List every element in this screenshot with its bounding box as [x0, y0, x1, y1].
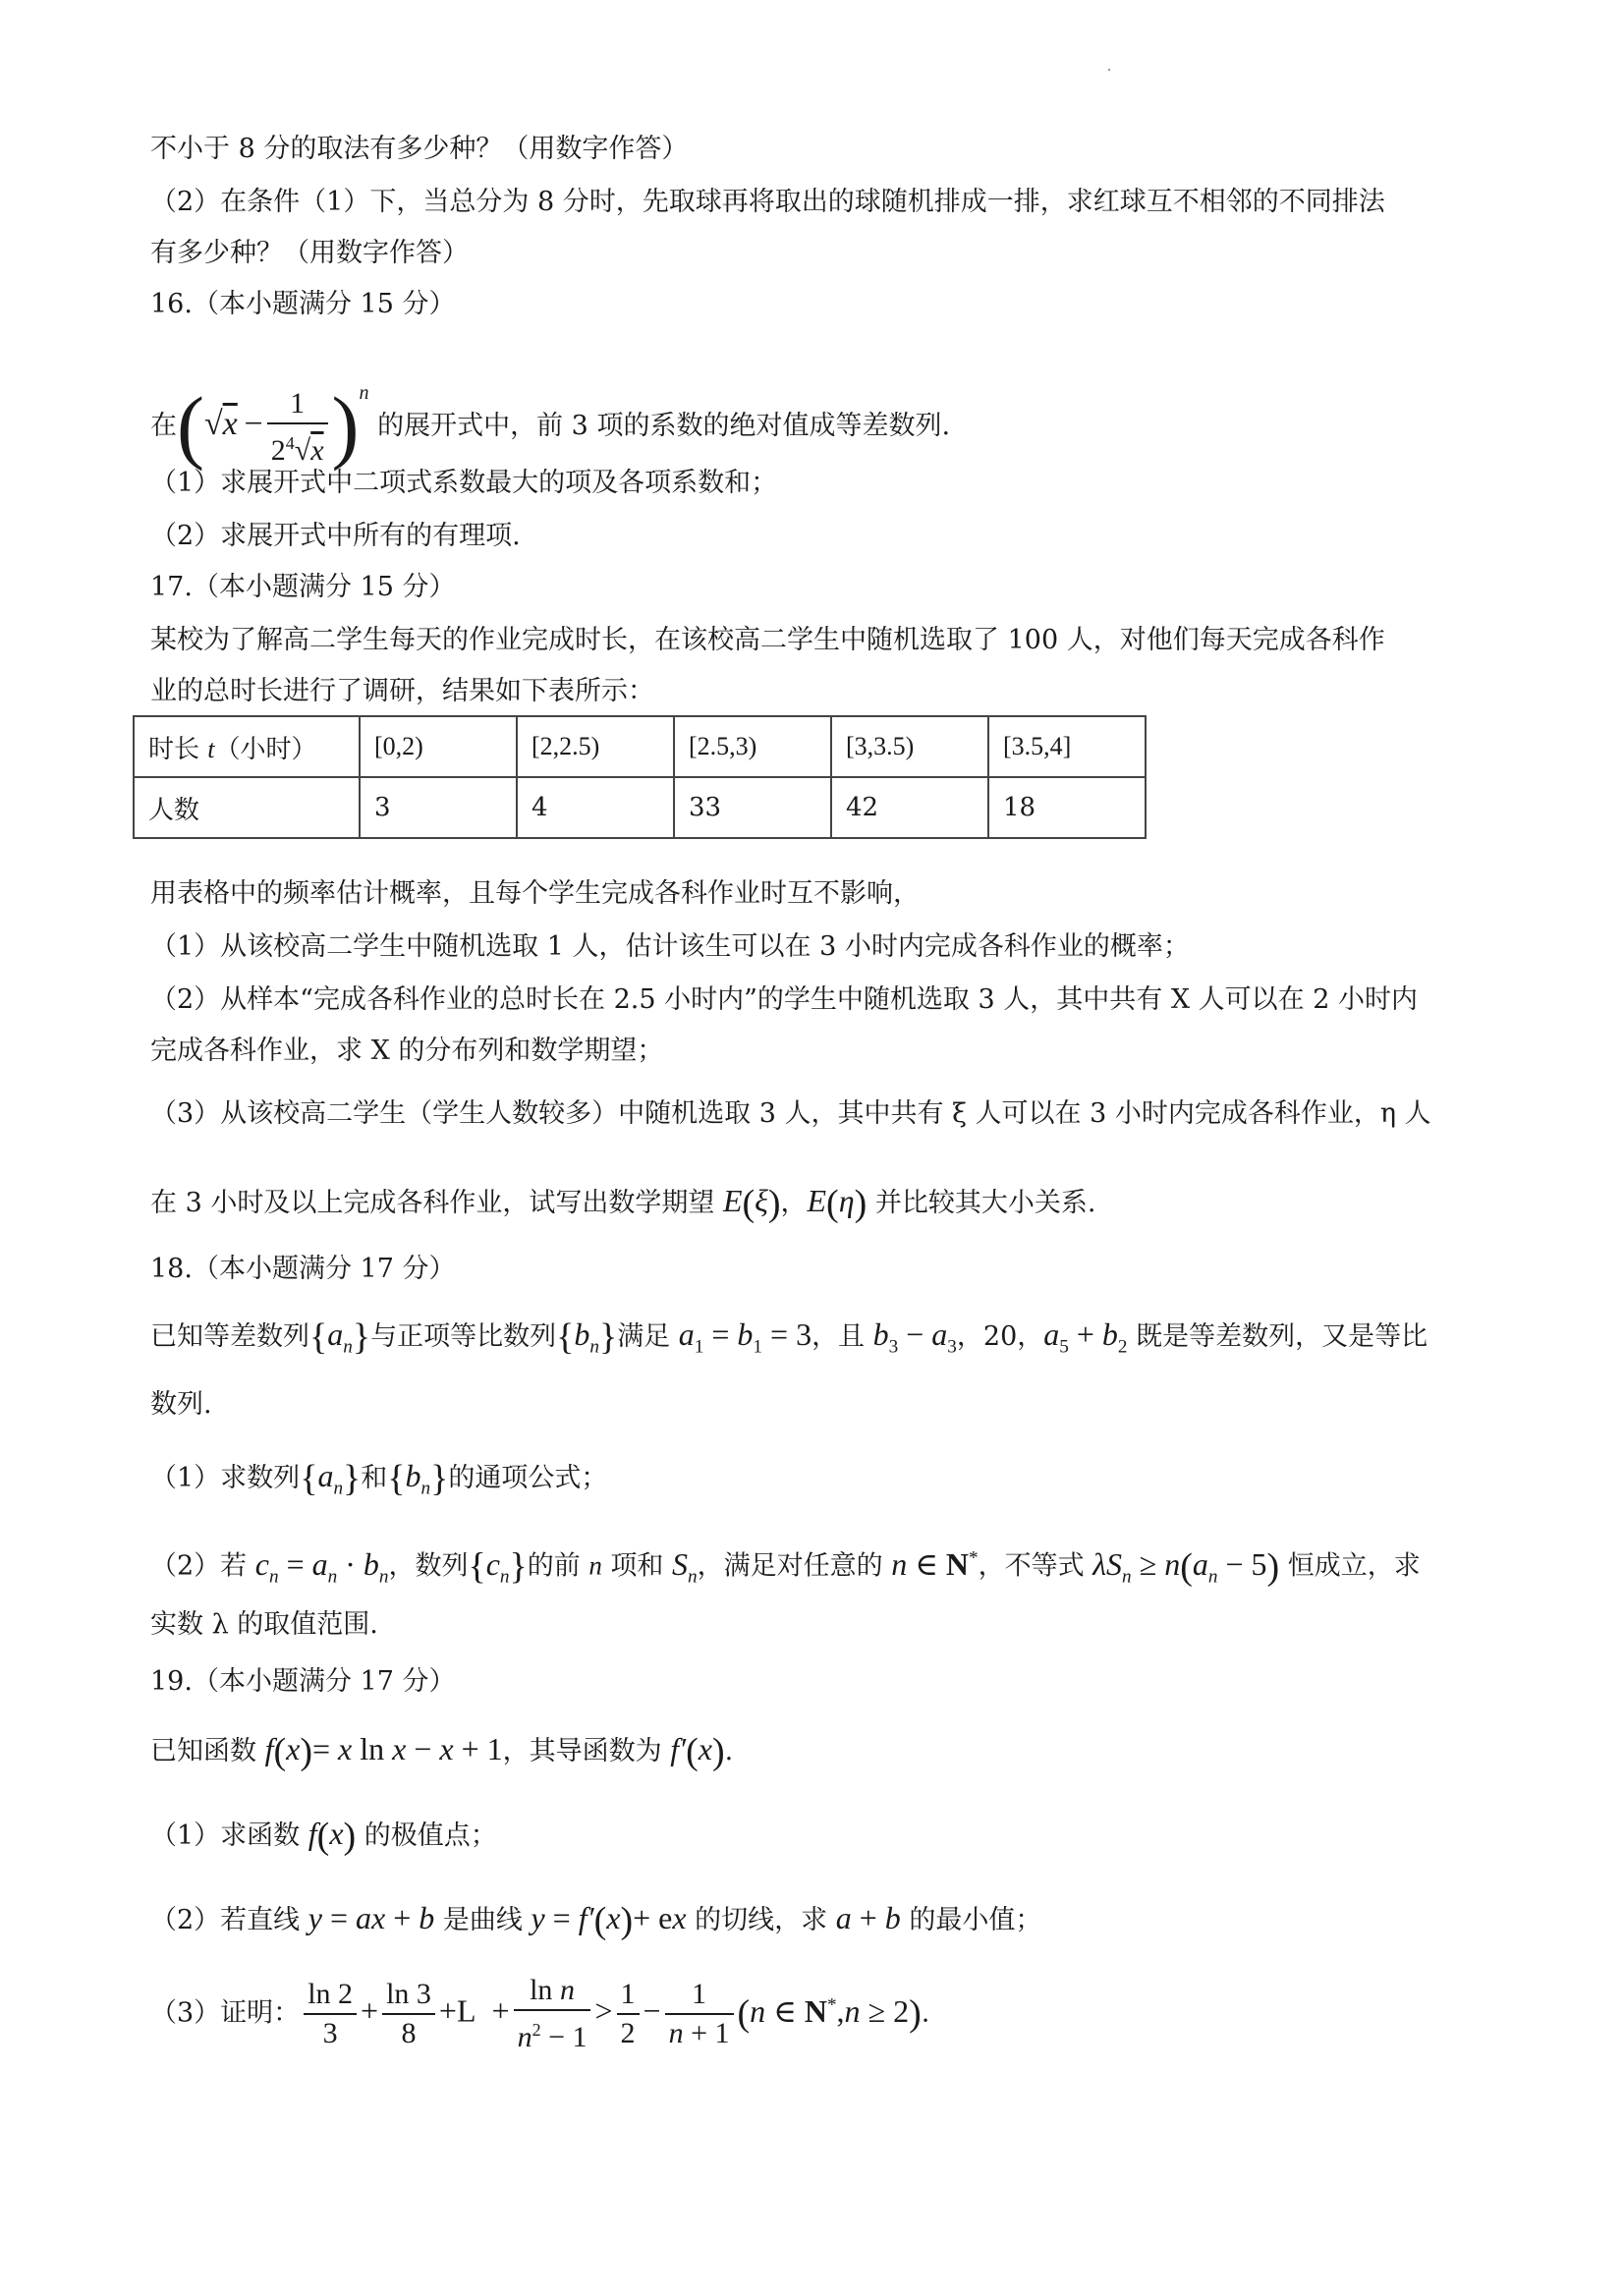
table-count-cell: 18 — [988, 777, 1146, 838]
q19-stem: 已知函数 f(x)= x ln x − x + 1，其导函数为 f′(x). — [150, 1731, 734, 1772]
q18-part-2-line-2: 实数 λ 的取值范围. — [150, 1609, 378, 1640]
table-interval-cell: [3,3.5) — [831, 716, 988, 777]
q16-header: 16.（本小题满分 15 分） — [150, 289, 456, 319]
q19-part-2: （2）若直线 y = ax + b 是曲线 y = f′(x)+ ex 的切线，求 a + b 的最小值； — [150, 1900, 1042, 1941]
q18-part-2-line-1: （2）若 $c_n = a_n \cdot b_n$，数列$\{c_n\}$的前 n 项和 $S_n$，满足对任意的 n ∈ N*，不等式 $\lambda S_n \ge n(a_n - 5)$ 恒成立，求 — [150, 1545, 1421, 1588]
q17-part-1: （1）从该校高二学生中随机选取 1 人，估计该生可以在 3 小时内完成各科作业的概率； — [150, 931, 1190, 962]
intro-line-2: （2）在条件（1）下，当总分为 8 分时，先取球再将取出的球随机排成一排，求红球互不相邻的不同排法 — [150, 187, 1385, 217]
table-interval-cell: [2,2.5) — [517, 716, 674, 777]
q16-stem: 在(√x − $\frac{1}{2^4√x}$ )$^n$ 的展开式中，前 3 项的系数的绝对值成等差数列. — [150, 380, 951, 473]
table-row — [134, 716, 1146, 777]
q18-stem-line-1: 已知等差数列$\{a_n\}$与正项等比数列$\{b_n\}$满足 $a_1 = b_1 = 3$，且 $b_3 - a_3$，20，$a_5 + b_2$ 既是等差数列，又是等比 — [150, 1316, 1428, 1358]
q18-part-1: （1）求数列$\{a_n\}$和$\{b_n\}$的通项公式； — [150, 1458, 608, 1499]
q16-part-1: （1）求展开式中二项式系数最大的项及各项系数和； — [150, 468, 778, 498]
table-interval-cell: [3.5,4] — [988, 716, 1146, 777]
q19-part-3: （3）证明： $\frac{\ln 2}{3}$ + $\frac{\ln 3}{8}$ +L + $\frac{\text{ln n}}{n^2 - 1}$ > $\frac{1}{2}$ − $\frac{1}{n + 1}$ (n ∈ N*,n ≥ 2). — [150, 1974, 930, 2054]
q17-part-2-line-1: （2）从样本“完成各科作业的总时长在 2.5 小时内”的学生中随机选取 3 人，其中共有 X 人可以在 2 小时内 — [150, 984, 1418, 1015]
q17-after-table: 用表格中的频率估计概率，且每个学生完成各科作业时互不影响， — [150, 878, 920, 909]
table-header-count: 人数 — [134, 777, 360, 838]
duration-table — [133, 715, 1147, 839]
q18-header: 18.（本小题满分 17 分） — [150, 1254, 456, 1284]
table-interval-cell: [2.5,3) — [674, 716, 831, 777]
intro-line-1: 不小于 8 分的取法有多少种？（用数字作答） — [150, 134, 689, 164]
intro-line-3: 有多少种？（用数字作答） — [150, 238, 469, 268]
table-count-cell: 33 — [674, 777, 831, 838]
q19-header: 19.（本小题满分 17 分） — [150, 1666, 456, 1697]
table-count-cell: 3 — [360, 777, 517, 838]
q16-part-2: （2）求展开式中所有的有理项. — [150, 521, 521, 551]
table-count-cell: 42 — [831, 777, 988, 838]
q17-part-3-line-1: （3）从该校高二学生（学生人数较多）中随机选取 3 人，其中共有 ξ 人可以在 3 小时内完成各科作业，η 人 — [150, 1098, 1431, 1129]
page-speck — [1108, 69, 1110, 71]
table-header-duration: 时长 t（小时） — [134, 716, 360, 777]
table-count-cell: 4 — [517, 777, 674, 838]
table-interval-cell: [0,2) — [360, 716, 517, 777]
q19-part-1: （1）求函数 f(x) 的极值点； — [150, 1816, 497, 1857]
q17-part-3-line-2: 在 3 小时及以上完成各科作业，试写出数学期望 E(ξ)，E(η) 并比较其大小关系. — [150, 1183, 1096, 1224]
q16-stem-suffix: 的展开式中，前 3 项的系数的绝对值成等差数列. — [368, 411, 951, 441]
q17-stem-2: 业的总时长进行了调研，结果如下表所示： — [150, 676, 654, 706]
q17-header: 17.（本小题满分 15 分） — [150, 572, 456, 602]
q17-stem-1: 某校为了解高二学生每天的作业完成时长，在该校高二学生中随机选取了 100 人，对他们每天完成各科作 — [150, 625, 1385, 655]
table-row — [134, 777, 1146, 838]
q16-stem-prefix: 在 — [150, 411, 177, 441]
q18-stem-line-2: 数列. — [150, 1389, 212, 1420]
q17-part-2-line-2: 完成各科作业，求 X 的分布列和数学期望； — [150, 1036, 664, 1066]
